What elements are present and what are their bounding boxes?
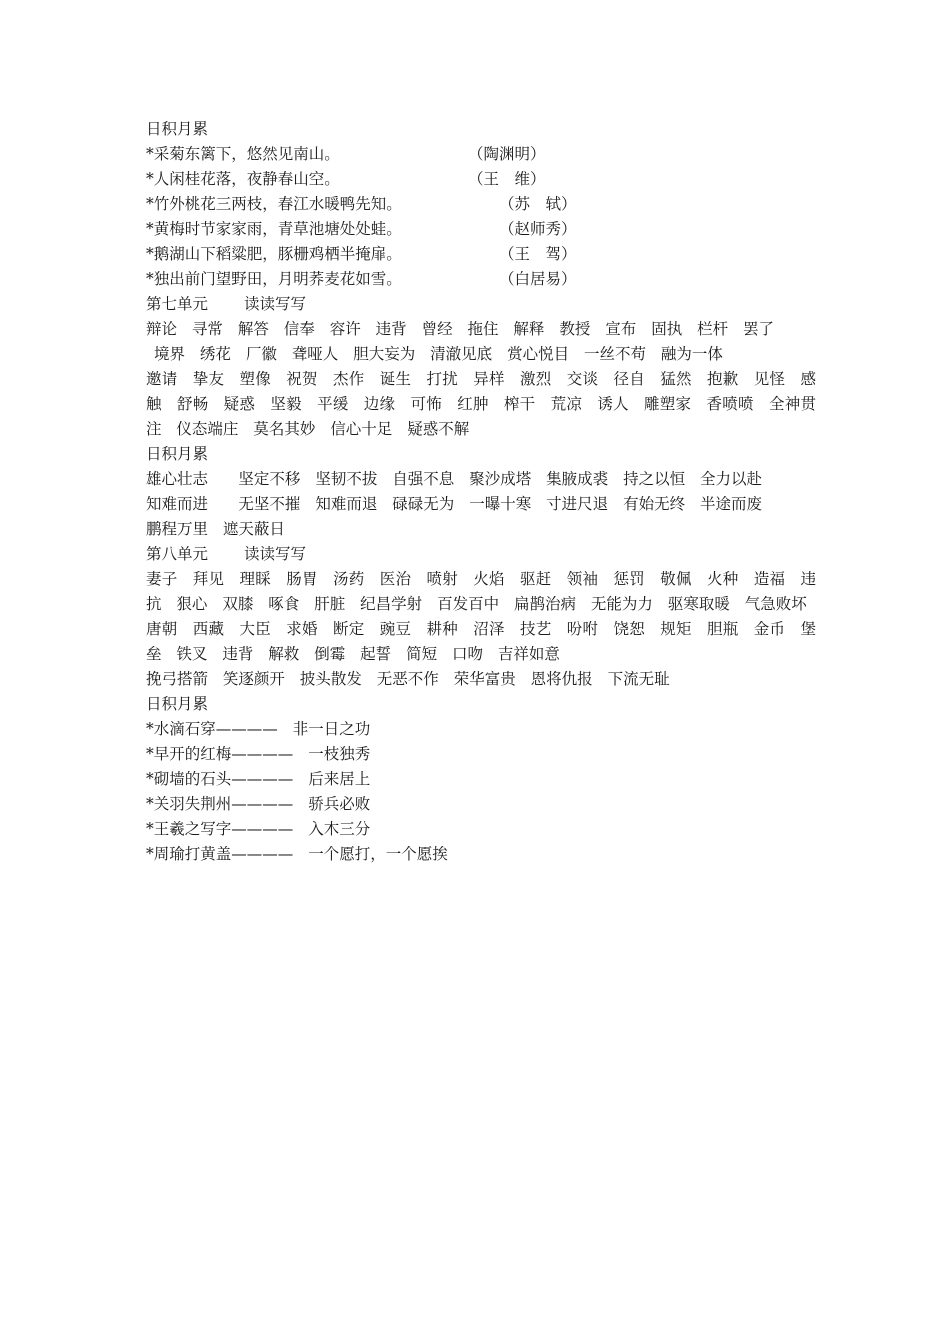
xiehouyu-line (146, 842, 816, 867)
word-list: 唐朝 西藏 大臣 求婚 断定 豌豆 耕种 沼泽 技艺 吩咐 饶恕 规矩 胆瓶 金币 堡垒 铁叉 违背 解救 倒霉 起誓 简短 口吻 吉祥如意 (146, 620, 816, 663)
word-list: 辩论 寻常 解答 信奉 容许 违背 曾经 拖住 解释 教授 宣布 固执 栏杆 罢了 (146, 320, 775, 338)
xiehouyu-left: *早开的红梅———— (146, 745, 294, 763)
poem-text: *人闲桂花落，夜静春山空。 (146, 170, 340, 188)
poem-text: *独出前门望野田，月明荞麦花如雪。 (146, 270, 402, 288)
poem-author: （赵师秀） (499, 220, 577, 238)
section-heading: 日积月累 (146, 695, 209, 713)
xiehouyu-right: 非一日之功 (292, 720, 371, 738)
unit-subtitle: 读读写写 (244, 295, 307, 313)
xiehouyu-line (146, 817, 816, 842)
poem-line (146, 242, 816, 267)
unit-title: 第八单元 (146, 545, 209, 563)
section-heading: 日积月累 (146, 120, 209, 138)
xiehouyu-right: 后来居上 (308, 770, 371, 788)
xiehouyu-left: *周瑜打黄盖———— (146, 845, 294, 863)
poem-text: *竹外桃花三两枝，春江水暖鸭先知。 (146, 195, 402, 213)
word-list: 妻子 拜见 理睬 肠胃 汤药 医治 喷射 火焰 驱赶 领袖 惩罚 敬佩 火种 造福 违抗 狠心 双膝 啄食 肝脏 纪昌学射 百发百中 扁鹊治病 无能为力 驱寒取暖 气急败坏 (146, 570, 816, 613)
document-content (146, 117, 816, 867)
idiom-list: 知难而进 无坚不摧 知难而退 碌碌无为 一曝十寒 寸进尺退 有始无终 半途而废 (146, 495, 762, 513)
word-list: 邀请 挚友 塑像 祝贺 杰作 诞生 打扰 异样 激烈 交谈 径自 猛然 抱歉 见怪 感触 舒畅 疑惑 坚毅 平缓 边缘 可怖 红肿 榨干 荒凉 诱人 雕塑家 香喷喷 全神贯注 仪态端庄 莫名其妙 信心十足 疑惑不解 (146, 370, 816, 438)
poem-author: （陶渊明） (468, 145, 546, 163)
unit-title: 第七单元 (146, 295, 209, 313)
poem-text: *采菊东篱下，悠然见南山。 (146, 145, 340, 163)
xiehouyu-right: 一枝独秀 (308, 745, 371, 763)
poem-author: （王 驾） (499, 245, 577, 263)
word-list: 境界 绣花 厂徽 聋哑人 胆大妄为 清澈见底 赏心悦目 一丝不苟 融为一体 (154, 345, 723, 363)
xiehouyu-right: 一个愿打，一个愿挨 (308, 845, 448, 863)
unit-heading (146, 292, 816, 317)
xiehouyu-line (146, 742, 816, 767)
poem-text: *鹅湖山下稻粱肥，豚栅鸡栖半掩扉。 (146, 245, 402, 263)
section-heading: 日积月累 (146, 445, 209, 463)
poem-text: *黄梅时节家家雨，青草池塘处处蛙。 (146, 220, 402, 238)
poem-line (146, 192, 816, 217)
xiehouyu-left: *砌墙的石头———— (146, 770, 294, 788)
unit-subtitle: 读读写写 (244, 545, 307, 563)
xiehouyu-line (146, 792, 816, 817)
xiehouyu-line (146, 767, 816, 792)
poem-author: （白居易） (499, 270, 577, 288)
poem-line (146, 167, 816, 192)
poem-line (146, 267, 816, 292)
poem-line (146, 142, 816, 167)
poem-line (146, 217, 816, 242)
xiehouyu-right: 骄兵必败 (308, 795, 371, 813)
idiom-list: 鹏程万里 遮天蔽日 (146, 520, 285, 538)
word-list: 挽弓搭箭 笑逐颜开 披头散发 无恶不作 荣华富贵 恩将仇报 下流无耻 (146, 670, 670, 688)
xiehouyu-right: 入木三分 (308, 820, 371, 838)
xiehouyu-left: *关羽失荆州———— (146, 795, 294, 813)
poem-author: （王 维） (468, 170, 546, 188)
idiom-list: 雄心壮志 坚定不移 坚韧不拔 自强不息 聚沙成塔 集腋成裘 持之以恒 全力以赴 (146, 470, 762, 488)
xiehouyu-line (146, 717, 816, 742)
poem-author: （苏 轼） (499, 195, 577, 213)
unit-heading (146, 542, 816, 567)
xiehouyu-left: *水滴石穿———— (146, 720, 278, 738)
xiehouyu-left: *王羲之写字———— (146, 820, 294, 838)
